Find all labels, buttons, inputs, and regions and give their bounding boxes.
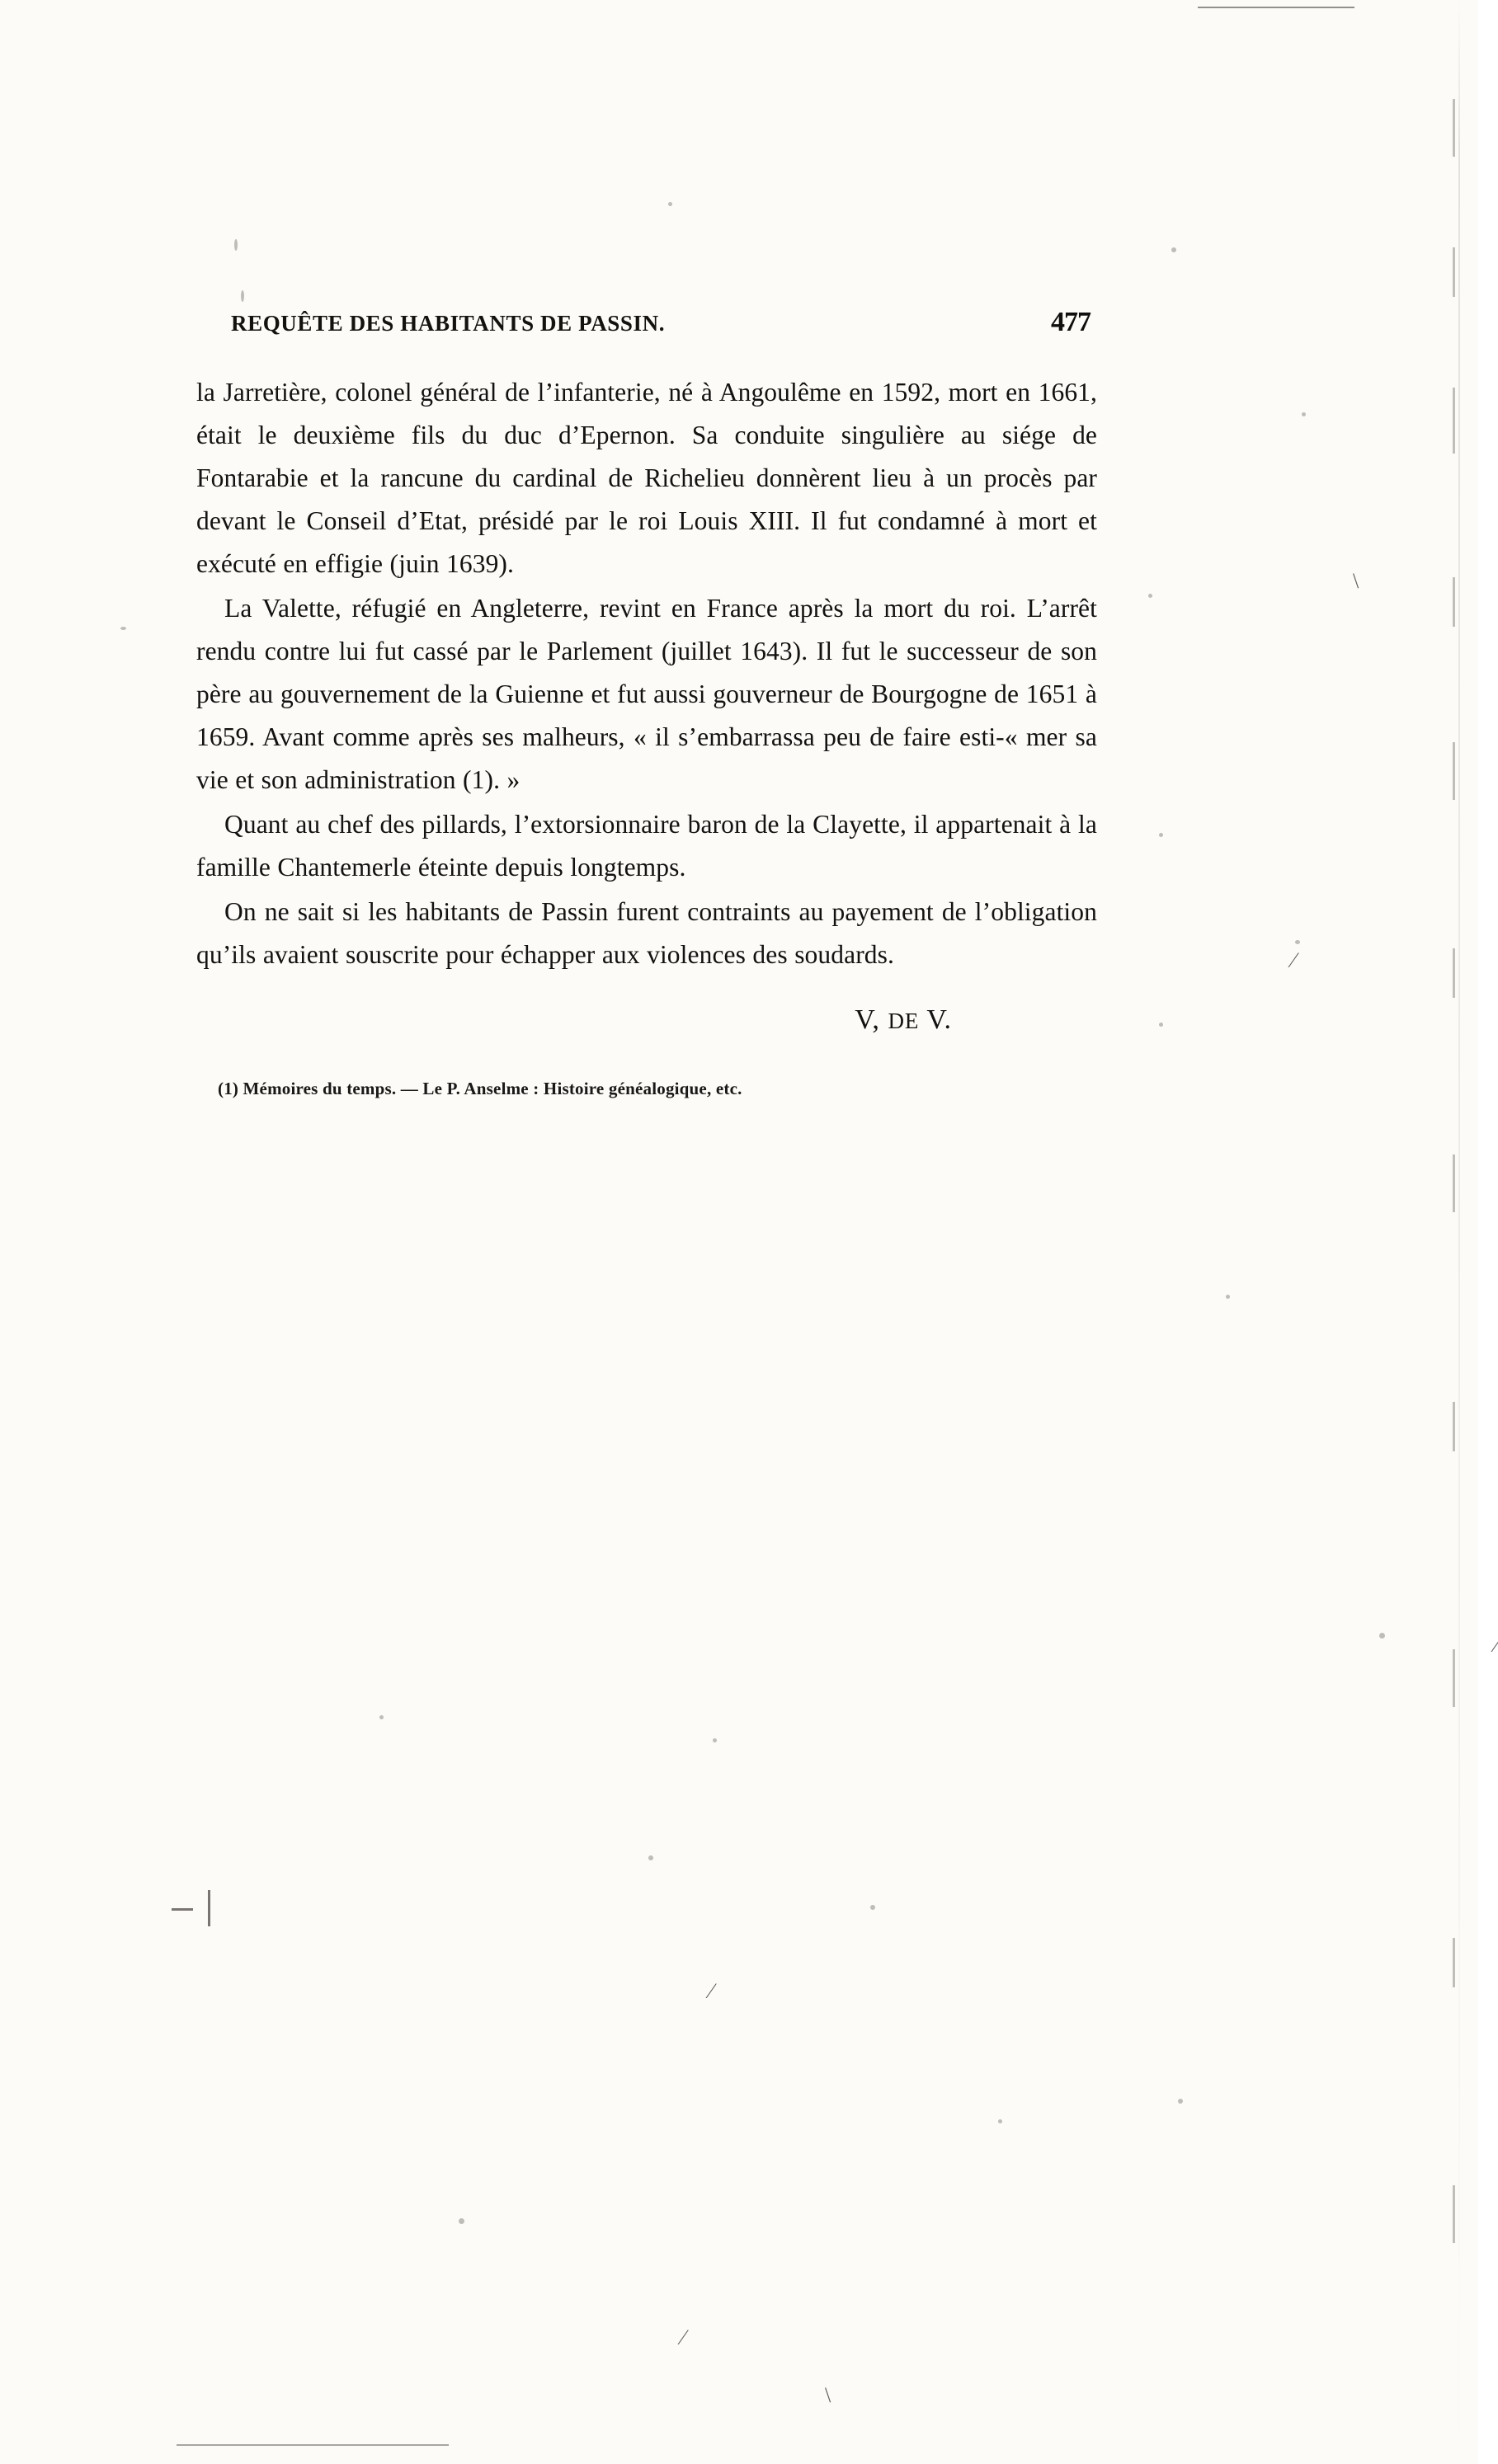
margin-mark-slash-6: \ — [825, 2383, 831, 2407]
margin-dash-mark — [172, 1908, 193, 1911]
edge-mark-1 — [1453, 99, 1455, 157]
bottom-edge-rule — [177, 2444, 449, 2446]
margin-mark-slash: \ — [1353, 569, 1359, 593]
paragraph-1: la Jarretière, colonel général de l’infanterie, né à Angoulême en 1592, mort en 1661, était le deuxième fils du duc d’Epernon. Sa conduite singulière au siége de Fontarabie et la rancune du cardinal de Richelieu donnèrent lieu à un procès par devant le Conseil d’Etat, présidé par le roi Louis XIII. Il fut condamné à mort et exécuté en effigie (juin 1639). — [196, 378, 1097, 578]
scan-speck — [1171, 247, 1176, 252]
running-head — [231, 307, 1097, 338]
text-column — [196, 307, 1097, 1099]
edge-mark-3 — [1453, 388, 1455, 454]
signature-final: V. — [926, 1004, 952, 1035]
edge-mark-11 — [1453, 2185, 1455, 2243]
scan-speck — [234, 239, 238, 251]
edge-mark-10 — [1453, 1938, 1455, 1987]
signature — [196, 1004, 1097, 1036]
footnote: (1) Mémoires du temps. — Le P. Anselme : Histoire généalogique, etc. — [218, 1079, 742, 1098]
signature-particle: DE — [888, 1009, 920, 1033]
edge-mark-2 — [1453, 247, 1455, 297]
scan-speck — [1159, 833, 1163, 837]
scan-speck — [379, 1715, 384, 1719]
scan-speck — [668, 202, 672, 206]
signature-initial: V, — [855, 1004, 880, 1035]
scan-speck — [1379, 1633, 1385, 1639]
scan-speck — [998, 2119, 1002, 2123]
edge-mark-9 — [1453, 1649, 1455, 1707]
page-number: 477 — [1051, 307, 1091, 337]
edge-mark-6 — [1453, 948, 1455, 998]
edge-mark-8 — [1453, 1402, 1455, 1451]
paragraph-4: On ne sait si les habitants de Passin furent contraints au payement de l’obligation qu’ils avaient souscrite pour échapper aux violences des soudards. — [196, 897, 1097, 969]
scan-speck — [1148, 594, 1152, 598]
edge-mark-5 — [1453, 742, 1455, 800]
scan-speck — [1295, 940, 1300, 944]
scan-speck — [120, 627, 126, 630]
edge-mark-4 — [1453, 577, 1455, 627]
scan-speck — [241, 290, 244, 302]
scan-speck — [1178, 2099, 1183, 2104]
scan-speck — [459, 2218, 464, 2224]
margin-mark-slash-4: ⁄ — [709, 1979, 714, 2003]
margin-tick-mark — [208, 1890, 210, 1926]
scan-edge-shadow — [1458, 0, 1460, 2464]
margin-mark-slash-3: ⁄ — [1495, 1633, 1498, 1657]
paragraph-3: Quant au chef des pillards, l’extorsionnaire baron de la Clayette, il appartenait à la famille Chantemerle éteinte depuis longtemps. — [196, 810, 1097, 882]
top-edge-rule — [1198, 7, 1354, 8]
scan-speck — [1226, 1295, 1230, 1299]
margin-mark-slash-5: ⁄ — [681, 2325, 685, 2349]
running-title: REQUÊTE DES HABITANTS DE PASSIN. — [231, 311, 666, 336]
edge-mark-7 — [1453, 1154, 1455, 1212]
margin-mark-slash-2: ⁄ — [1292, 948, 1296, 972]
scan-speck — [713, 1738, 717, 1742]
scan-speck — [870, 1905, 875, 1910]
scan-speck — [1302, 412, 1306, 416]
paragraph-2: La Valette, réfugié en Angleterre, revint en France après la mort du roi. L’arrêt rendu contre lui fut cassé par le Parlement (juillet 1643). Il fut le successeur de son père au gouvernement de la Guienne et fut aussi gouverneur de Bourgogne de 1651 à 1659. Avant comme après ses malheurs, « il s’embarrassa peu de faire esti-« mer sa vie et son administration (1). » — [196, 594, 1097, 794]
scan-speck — [1159, 1023, 1163, 1027]
scan-speck — [648, 1855, 653, 1860]
